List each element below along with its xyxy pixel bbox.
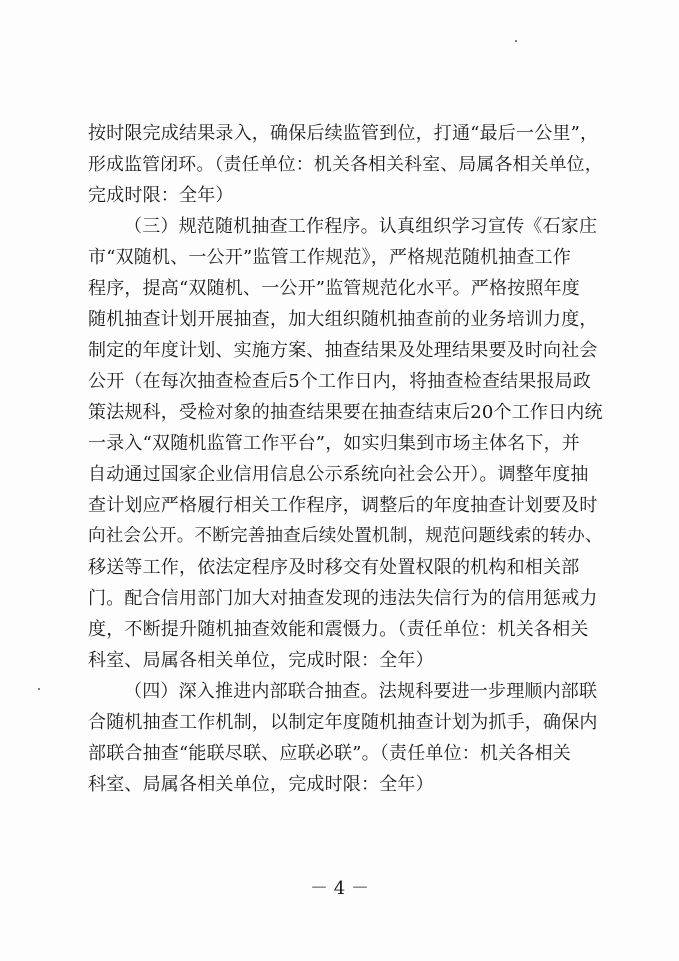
section-heading-line: （三）规范随机抽查工作程序。认真组织学习宣传《石家庄 xyxy=(124,216,598,237)
text-line: 程序，提高“双随机、一公开”监管规范化水平。严格按照年度 xyxy=(88,278,581,299)
text-line: 查计划应严格履行相关工作程序，调整后的年度抽查计划要及时 xyxy=(88,495,598,516)
section-heading-line: （四）深入推进内部联合抽查。法规科要进一步理顺内部联 xyxy=(124,681,598,702)
text-line: 形成监管闭环。（责任单位：机关各相关科室、局属各相关单位， xyxy=(88,154,603,175)
text-line: 随机抽查计划开展抽查，加大组织随机抽查前的业务培训力度， xyxy=(88,309,598,330)
text-line: 移送等工作，依法定程序及时移交有处置权限的机构和相关部 xyxy=(88,557,580,578)
text-line: 一录入“双随机监管工作平台”，如实归集到市场主体名下，并 xyxy=(88,433,581,454)
text-line: 向社会公开。不断完善抽查后续处置机制，规范问题线索的转办、 xyxy=(88,526,603,546)
scan-speck xyxy=(515,40,517,42)
text-line: 门。配合信用部门加大对抽查发现的违法失信行为的信用惩戒力 xyxy=(88,588,598,609)
text-line: 度，不断提升随机抽查效能和震慑力。（责任单位：机关各相关 xyxy=(88,619,589,640)
text-line: 自动通过国家企业信用信息公示系统向社会公开）。调整年度抽 xyxy=(88,464,589,485)
scan-speck xyxy=(38,688,40,690)
text-line: 策法规科，受检对象的抽查结果要在抽查结束后20个工作日内统 xyxy=(88,402,603,423)
text-line: 部联合抽查“能联尽联、应联必联”。（责任单位：机关各相关 xyxy=(88,743,572,764)
text-line: 按时限完成结果录入，确保后续监管到位，打通“最后一公里”， xyxy=(88,123,599,144)
page-number: － 4 － xyxy=(310,878,369,899)
text-line: 公开（在每次抽查检查后5个工作日内，将抽查检查结果报局政 xyxy=(88,371,592,392)
text-line: 科室、局属各相关单位，完成时限：全年） xyxy=(88,774,434,795)
text-line: 制定的年度计划、实施方案、抽查结果及处理结果要及时向社会 xyxy=(88,340,598,361)
text-line: 科室、局属各相关单位，完成时限：全年） xyxy=(88,650,434,671)
text-line: 市“双随机、一公开”监管工作规范》，严格规范随机抽查工作 xyxy=(88,247,572,268)
text-line: 完成时限：全年） xyxy=(88,185,234,206)
text-line: 合随机抽查工作机制，以制定年度随机抽查计划为抓手，确保内 xyxy=(88,712,598,733)
body-text xyxy=(88,118,603,800)
